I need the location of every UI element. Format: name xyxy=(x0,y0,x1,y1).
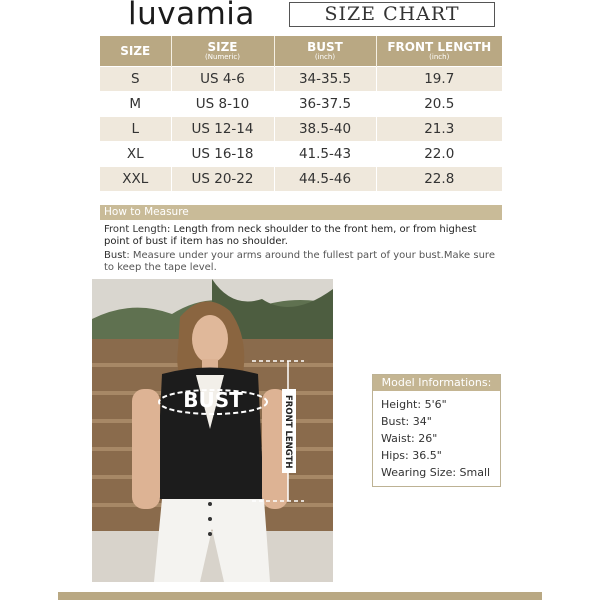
model-hips: Hips: 36.5" xyxy=(381,449,442,462)
col-header-size: SIZE xyxy=(100,36,171,67)
cell-size: S xyxy=(100,67,171,92)
model-waist: Waist: 26" xyxy=(381,432,438,445)
cell-numeric: US 4-6 xyxy=(171,67,274,92)
table-row xyxy=(100,142,502,167)
bust-label: Bust xyxy=(104,250,127,261)
table-row xyxy=(100,117,502,142)
cell-numeric: US 12-14 xyxy=(171,117,274,142)
col-header-bust: BUST (inch) xyxy=(274,36,376,67)
bust-text: : Measure under your arms around the fullest part of your bust.Make sure to keep the tape level. xyxy=(104,250,495,273)
cell-size: L xyxy=(100,117,171,142)
cell-bust: 38.5-40 xyxy=(274,117,376,142)
cell-bust: 44.5-46 xyxy=(274,167,376,192)
front-length-label: Front Length xyxy=(104,224,167,235)
table-row xyxy=(100,167,502,192)
footer-bar xyxy=(58,592,542,600)
cell-front-length: 19.7 xyxy=(376,67,502,92)
bust-description xyxy=(104,250,504,274)
cell-size: XXL xyxy=(100,167,171,192)
table-header-row xyxy=(100,36,502,67)
model-bust: Bust: 34" xyxy=(381,415,432,428)
cell-bust: 41.5-43 xyxy=(274,142,376,167)
cell-front-length: 21.3 xyxy=(376,117,502,142)
model-height: Height: 5'6" xyxy=(381,398,447,411)
cell-numeric: US 20-22 xyxy=(171,167,274,192)
cell-numeric: US 16-18 xyxy=(171,142,274,167)
cell-front-length: 22.8 xyxy=(376,167,502,192)
front-length-text: : Length from neck shoulder to the front hem, or from highest point of bust if item has no shoulder. xyxy=(104,224,477,247)
size-table xyxy=(100,36,502,191)
cell-size: M xyxy=(100,92,171,117)
cell-front-length: 20.5 xyxy=(376,92,502,117)
cell-bust: 36-37.5 xyxy=(274,92,376,117)
size-chart-title: SIZE CHART xyxy=(289,2,495,27)
front-length-overlay-label: FRONT LENGTH xyxy=(283,395,293,469)
cell-size: XL xyxy=(100,142,171,167)
brand-logo: luvamia xyxy=(128,0,255,32)
table-row xyxy=(100,67,502,92)
model-photo xyxy=(92,279,333,582)
how-to-measure-bar: How to Measure xyxy=(100,205,502,220)
col-header-front-length: FRONT LENGTH (inch) xyxy=(376,36,502,67)
model-photo-illustration xyxy=(92,279,333,582)
model-info-title: Model Informations: xyxy=(373,375,500,391)
front-length-description xyxy=(104,224,504,248)
table-row xyxy=(100,92,502,117)
model-wearing-size: Wearing Size: Small xyxy=(381,466,491,479)
cell-bust: 34-35.5 xyxy=(274,67,376,92)
cell-numeric: US 8-10 xyxy=(171,92,274,117)
cell-front-length: 22.0 xyxy=(376,142,502,167)
model-info-box xyxy=(372,374,501,487)
bust-overlay-label: BUST xyxy=(183,388,243,412)
col-header-size-numeric: SIZE (Numeric) xyxy=(171,36,274,67)
